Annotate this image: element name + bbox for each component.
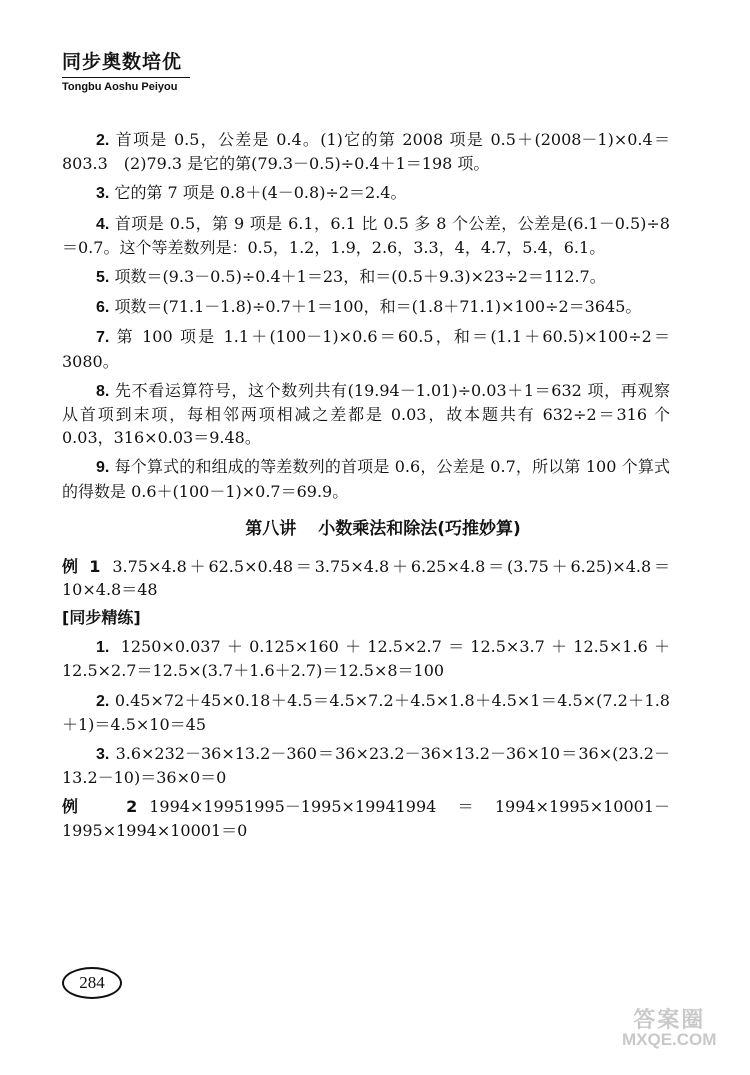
answer-text: 项数＝(9.3－0.5)÷0.4＋1＝23，和＝(0.5＋9.3)×23÷2＝112.7。 [114,267,606,287]
practice-heading: [同步精练] [62,608,141,628]
practice-text: 0.45×72＋45×0.18＋4.5＝4.5×7.2＋4.5×1.8＋4.5×1＝4.5×(7.2＋1.8＋1)＝4.5×10＝45 [62,690,670,734]
watermark-url: MXQE.COM [622,1030,717,1049]
answer-number: 2. [96,132,110,149]
answer-7 [62,325,670,372]
practice-number: 1. [96,639,110,657]
practice-item-1 [62,635,670,682]
answer-number: 7. [96,329,110,347]
lecture-number: 第八讲 [245,518,297,539]
page-number: 284 [62,967,122,999]
answer-number: 6. [96,299,110,317]
answer-text: 首项是 0.5，第 9 项是 6.1，6.1 比 0.5 多 8 个公差，公差是(6.1－0.5)÷8＝0.7。这个等差数列是：0.5，1.2，1.9，2.6，3.3，4，4.7，5.4，6.1。 [62,213,670,257]
answer-text: 它的第 7 项是 0.8＋(4－0.8)÷2＝2.4。 [114,183,407,203]
answer-text: 每个算式的和组成的等差数列的首项是 0.6，公差是 0.7，所以第 100 个算式的得数是 0.6＋(100－1)×0.7＝69.9。 [62,457,670,501]
example-2 [62,795,670,841]
example-text: 3.75×4.8＋62.5×0.48＝3.75×4.8＋6.25×4.8＝(3.75＋6.25)×4.8＝10×4.8＝48 [62,556,670,600]
example-label: 例 1 [62,556,101,576]
example-label: 例 2 [62,797,138,817]
answer-text: 第 100 项是 1.1＋(100－1)×0.6＝60.5，和＝(1.1＋60.5)×100÷2＝3080。 [62,327,670,371]
answer-2 [62,128,670,175]
watermark-title: 答案圈 [633,1007,706,1032]
watermark-logo [622,1007,717,1050]
answer-6 [62,295,670,319]
book-title-pinyin: Tongbu Aoshu Peiyou [62,81,178,93]
answer-number: 5. [96,269,110,287]
answer-text: 先不看运算符号，这个数列共有(19.94－1.01)÷0.03＋1＝632 项，再观察从首项到末项，每相邻两项相减之差都是 0.03，故本题共有 632÷2＝316 个 0.03，316×0.03＝9.48。 [62,380,670,448]
book-title: 同步奥数培优 [62,51,183,73]
answer-4 [62,212,670,259]
answer-number: 9. [96,459,110,477]
answer-number: 3. [96,185,110,203]
answer-text: 项数＝(71.1－1.8)÷0.7＋1＝100，和＝(1.8＋71.1)×100÷2＝3645。 [114,297,642,317]
practice-text: 1250×0.037＋0.125×160＋12.5×2.7＝12.5×3.7＋12.5×1.6＋12.5×2.7＝12.5×(3.7＋1.6＋2.7)＝12.5×8＝100 [62,637,670,681]
practice-text: 3.6×232－36×13.2－360＝36×23.2－36×13.2－36×10＝36×(23.2－13.2－10)＝36×0＝0 [62,744,670,788]
answer-3 [62,181,670,205]
answer-number: 4. [96,215,110,233]
practice-number: 2. [96,692,110,710]
example-text: 1994×19951995－1995×19941994＝1994×1995×10001－1995×1994×10001＝0 [62,797,670,840]
example-1 [62,555,670,601]
lecture-title: 小数乘法和除法(巧推妙算) [318,518,521,539]
answer-9 [62,455,670,502]
page-content [62,128,670,848]
practice-item-2 [62,689,670,736]
practice-item-3 [62,742,670,789]
answer-number: 8. [96,382,110,400]
practice-number: 3. [96,746,110,764]
answer-5 [62,265,670,289]
answer-8 [62,379,670,450]
section-title [96,517,670,541]
header-divider [62,77,190,78]
answer-text: 首项是 0.5，公差是 0.4。(1)它的第 2008 项是 0.5＋(2008－1)×0.4＝803.3 (2)79.3 是它的第(79.3－0.5)÷0.4＋1＝198 项。 [62,130,670,174]
page-header [62,50,190,94]
